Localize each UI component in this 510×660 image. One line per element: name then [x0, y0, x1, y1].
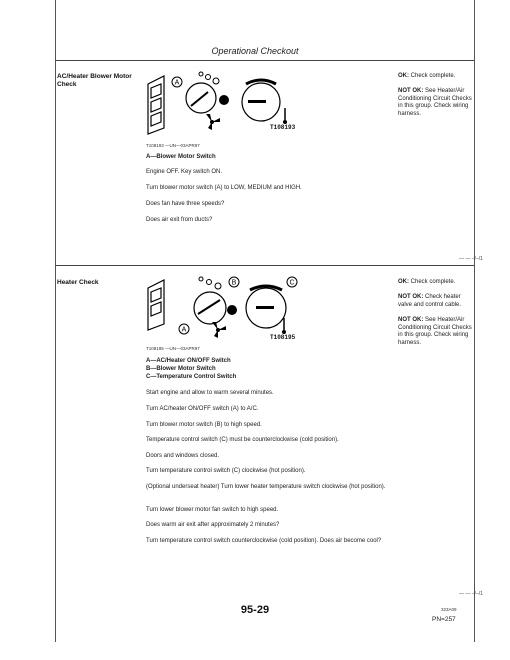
section1-ok: OK: Check complete. — [398, 73, 456, 79]
section1-item: Engine OFF. Key switch ON. — [146, 169, 223, 175]
left-margin-line — [55, 0, 56, 642]
document-code: 323A09 — [441, 607, 457, 612]
svg-text:B: B — [231, 279, 237, 287]
legend-item: C—Temperature Control Switch — [146, 374, 237, 380]
page-number: 95-29 — [240, 604, 270, 616]
figure2-number: T108195 — [270, 334, 296, 341]
section1-item: Does fan have three speeds? — [146, 201, 225, 207]
section2-item: Turn temperature control switch (C) clockwise (hot position). — [146, 468, 306, 474]
section2-item: Doors and windows closed. — [146, 453, 220, 459]
section2-not-ok-circuit: NOT OK: See Heater/Air Conditioning Circuit Checks in this group. Check wiring harness. — [398, 317, 472, 346]
section2-continuation: — — –/–/1 — [459, 591, 483, 597]
svg-text:A: A — [181, 326, 187, 334]
figure1-caption: T108193 —UN—03APR97 — [146, 143, 200, 148]
section2-item: Start engine and allow to warm several minutes. — [146, 390, 274, 396]
right-margin-line — [474, 0, 475, 642]
section1-item: Does air exit from ducts? — [146, 217, 213, 223]
section2-item: Turn temperature control switch counterclockwise (cold position). Does air become cool? — [146, 538, 382, 544]
section1-item: Turn blower motor switch (A) to LOW, MEDIUM and HIGH. — [146, 185, 302, 191]
section1-item: A—Blower Motor Switch — [146, 154, 216, 160]
section1-label: AC/Heater Blower Motor Check — [57, 73, 132, 88]
svg-text:A: A — [174, 79, 180, 87]
section2-not-ok-valve: NOT OK: Check heater valve and control cable. — [398, 294, 462, 308]
section-divider — [55, 265, 474, 266]
legend-item: A—AC/Heater ON/OFF Switch — [146, 358, 231, 364]
legend-item: B—Blower Motor Switch — [146, 366, 216, 372]
section1-continuation: — — –/–/1 — [459, 256, 483, 262]
section2-item: Temperature control switch (C) must be counterclockwise (cold position). — [146, 437, 339, 443]
section2-ok: OK: Check complete. — [398, 279, 456, 285]
section2-item: Turn blower motor switch (B) to high speed. — [146, 422, 262, 428]
svg-text:C: C — [289, 279, 295, 287]
section1-top-rule — [55, 60, 474, 61]
blower-knob — [194, 292, 226, 324]
switch-panel — [148, 280, 164, 330]
switch-panel — [148, 76, 164, 134]
section2-item: Does warm air exit after approximately 2 minutes? — [146, 522, 280, 528]
fan-symbol — [206, 114, 220, 130]
figure2-caption: T108195 —UN—03APR97 — [146, 346, 200, 351]
page-pn: PN=257 — [432, 616, 456, 623]
section2-item: Turn AC/heater ON/OFF switch (A) to A/C. — [146, 406, 259, 412]
section1-not-ok: NOT OK: See Heater/Air Conditioning Circuit Checks in this group. Check wiring harness. — [398, 88, 472, 117]
fan-symbol — [212, 322, 226, 338]
section2-item: Turn lower blower motor fan switch to high speed. — [146, 507, 279, 513]
figure1-number: T108193 — [270, 124, 296, 131]
section2-item: (Optional underseat heater) Turn lower heater temperature switch clockwise (hot position). — [146, 484, 386, 490]
section2-label: Heater Check — [57, 279, 99, 286]
page-title: Operational Checkout — [211, 46, 299, 56]
